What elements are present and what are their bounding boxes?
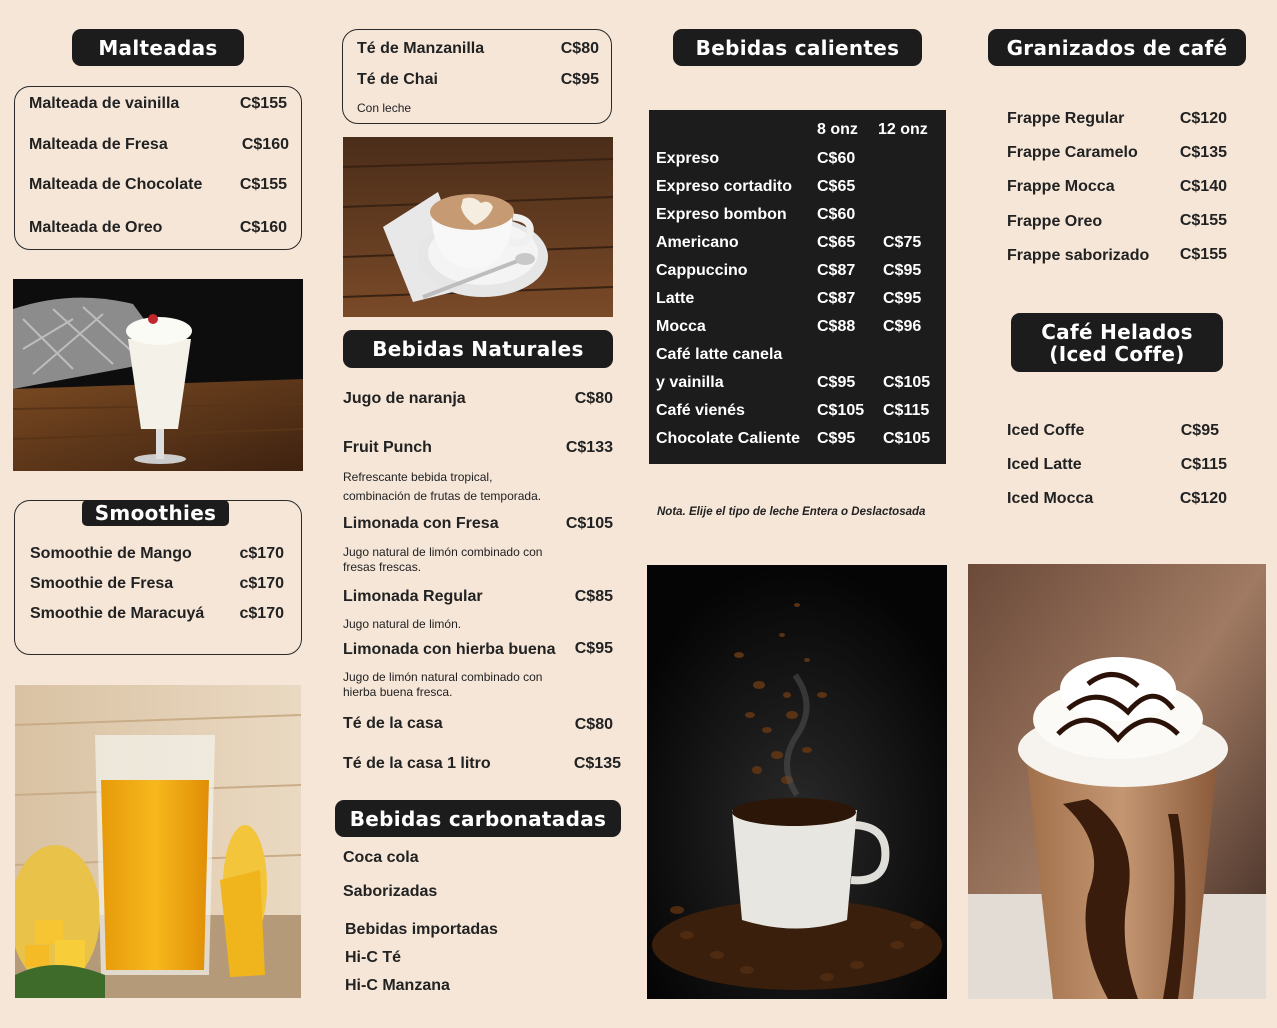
menu-item: Limonada con Fresa xyxy=(343,515,499,532)
item-description: Refrescante bebida tropical, combinación de frutas de temporada. xyxy=(343,470,542,503)
naturales-title: Bebidas Naturales xyxy=(343,330,613,368)
table-row-price-small: C$105 xyxy=(817,402,865,419)
menu-price: C$85 xyxy=(574,588,613,605)
table-row-price-large: C$95 xyxy=(883,262,922,279)
menu-item: Limonada Regular xyxy=(343,588,483,605)
helados-title-line1: Café Helados xyxy=(1041,319,1193,344)
menu-price: C$95 xyxy=(560,71,599,88)
calientes-title: Bebidas calientes xyxy=(673,29,922,66)
menu-item: Frappe Oreo xyxy=(1007,213,1103,230)
column-header-12onz: 12 onz xyxy=(878,121,928,138)
table-row-price-small: C$60 xyxy=(817,206,856,223)
menu-item: Smoothie de Fresa xyxy=(30,575,174,592)
menu-price: c$170 xyxy=(239,605,284,622)
menu-price: C$155 xyxy=(1179,212,1227,229)
table-row-name: Latte xyxy=(656,290,695,307)
menu-price: C$160 xyxy=(241,136,289,153)
table-row-name: Mocca xyxy=(656,318,706,335)
table-row-name: Expreso cortadito xyxy=(656,178,793,195)
menu-price: C$120 xyxy=(1179,110,1227,127)
coffee-beans-photo xyxy=(647,565,947,999)
smoothies-title: Smoothies xyxy=(82,500,229,526)
menu-item: Frappe Caramelo xyxy=(1007,144,1138,161)
menu-item: Iced Mocca xyxy=(1007,490,1094,507)
menu-price: c$170 xyxy=(239,545,284,562)
menu-price: C$95 xyxy=(1180,422,1219,439)
table-row-price-large: C$115 xyxy=(883,402,930,419)
menu-price: C$155 xyxy=(1179,246,1227,263)
menu-item: Somoothie de Mango xyxy=(30,545,192,562)
menu-item: Té de Chai xyxy=(357,71,438,88)
menu-price: C$135 xyxy=(1179,144,1227,161)
granizados-title: Granizados de café xyxy=(988,29,1246,66)
table-row-price-small: C$95 xyxy=(817,374,856,391)
menu-price: C$115 xyxy=(1180,456,1227,473)
table-row-name: Chocolate Caliente xyxy=(656,430,801,447)
menu-item: Frappe saborizado xyxy=(1007,247,1150,264)
menu-item: Frappe Mocca xyxy=(1007,178,1115,195)
milkshake-photo xyxy=(13,279,303,471)
table-row-price-small: C$87 xyxy=(817,290,856,307)
menu-price: C$120 xyxy=(1179,490,1227,507)
frappe-photo xyxy=(968,564,1266,999)
menu-price: C$155 xyxy=(239,95,287,112)
menu-item: Iced Coffe xyxy=(1007,422,1085,439)
table-row-name: Expreso xyxy=(656,150,720,167)
table-row-price-large: C$95 xyxy=(883,290,922,307)
table-row-name: Americano xyxy=(656,234,739,251)
table-row-name: Café latte canela xyxy=(656,346,783,363)
menu-item: Limonada con hierba buena xyxy=(343,641,556,658)
table-row-price-small: C$95 xyxy=(817,430,856,447)
item-description: Jugo de limón natural combinado con hierba buena fresca. xyxy=(343,670,543,699)
menu-item: Coca cola xyxy=(343,849,419,866)
table-row-price-small: C$60 xyxy=(817,150,856,167)
menu-item: Té de la casa xyxy=(343,715,443,732)
table-row-price-small: C$65 xyxy=(817,234,856,251)
calientes-note: Nota. Elije el tipo de leche Entera o Deslactosada xyxy=(657,506,926,518)
mango-juice-photo xyxy=(15,685,301,998)
menu-price: C$80 xyxy=(574,716,613,733)
menu-item: Fruit Punch xyxy=(343,439,432,456)
menu-price: c$170 xyxy=(239,575,284,592)
menu-price: C$155 xyxy=(239,176,287,193)
item-description: Jugo natural de limón combinado con fresas frescas. xyxy=(343,545,543,574)
table-row-price-large: C$105 xyxy=(883,430,931,447)
menu-item: Malteada de Fresa xyxy=(29,136,168,153)
menu-item: Té de Manzanilla xyxy=(357,40,485,57)
table-row-name: y vainilla xyxy=(656,374,724,391)
menu-item: Iced Latte xyxy=(1007,456,1082,473)
menu-item: Té de la casa 1 litro xyxy=(343,755,491,772)
table-row-price-large: C$96 xyxy=(883,318,922,335)
menu-price: C$95 xyxy=(574,640,613,657)
menu-item: Smoothie de Maracuyá xyxy=(30,605,205,622)
menu-price: C$105 xyxy=(565,515,613,532)
menu-price: C$80 xyxy=(560,40,599,57)
table-row-name: Café vienés xyxy=(656,402,745,419)
menu-item: Hi-C Té xyxy=(345,949,401,966)
tes-note: Con leche xyxy=(357,101,412,115)
menu-item: Jugo de naranja xyxy=(343,390,466,407)
menu-item: Malteada de Oreo xyxy=(29,219,163,236)
helados-title-line2: (Iced Coffe) xyxy=(1049,341,1185,366)
malteadas-title: Malteadas xyxy=(72,29,244,66)
table-row-price-large: C$75 xyxy=(883,234,922,251)
menu-item: Frappe Regular xyxy=(1007,110,1125,127)
menu-price: C$135 xyxy=(573,755,621,772)
menu-item: Malteada de Chocolate xyxy=(29,176,203,193)
menu-item: Malteada de vainilla xyxy=(29,95,180,112)
table-row-name: Cappuccino xyxy=(656,262,748,279)
menu-item: Bebidas importadas xyxy=(345,921,498,938)
menu-item: Hi-C Manzana xyxy=(345,977,450,994)
table-row-price-small: C$87 xyxy=(817,262,856,279)
item-description: Jugo natural de limón. xyxy=(343,617,462,631)
table-row-price-small: C$65 xyxy=(817,178,856,195)
table-row-name: Expreso bombon xyxy=(656,206,787,223)
table-row-price-large: C$105 xyxy=(883,374,931,391)
column-header-8onz: 8 onz xyxy=(817,121,858,138)
latte-photo xyxy=(343,137,613,317)
menu-price: C$133 xyxy=(565,439,613,456)
menu-item: Saborizadas xyxy=(343,883,438,900)
menu-price: C$140 xyxy=(1179,178,1227,195)
menu-price: C$80 xyxy=(574,390,613,407)
carbonatadas-title: Bebidas carbonatadas xyxy=(335,800,621,837)
table-row-price-small: C$88 xyxy=(817,318,856,335)
helados-title xyxy=(1011,313,1223,372)
menu-price: C$160 xyxy=(239,219,287,236)
